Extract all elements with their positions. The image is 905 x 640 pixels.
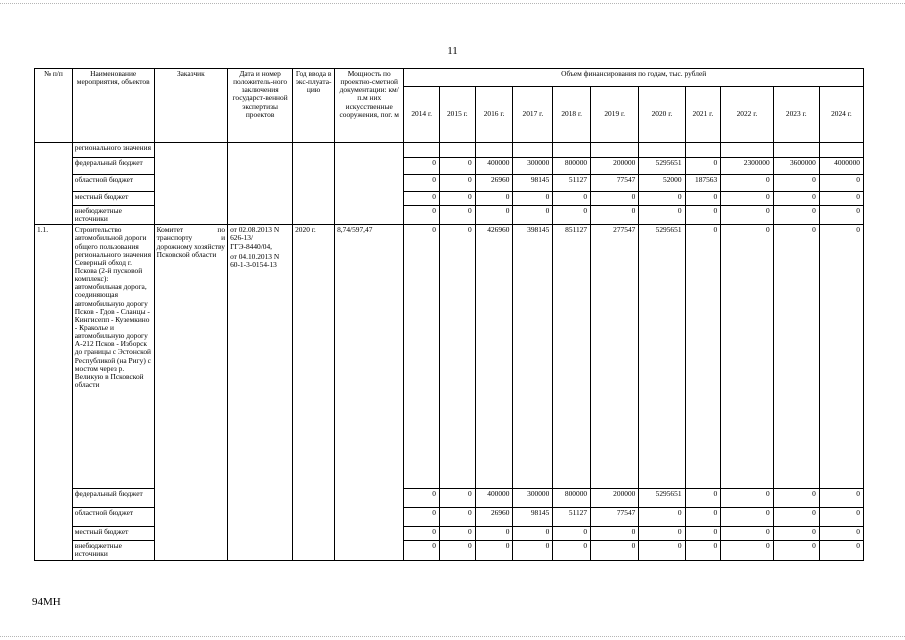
empty-value-cell — [721, 143, 773, 158]
value-cell: 0 — [440, 175, 476, 192]
value-cell: 5295651 — [639, 489, 685, 508]
value-cell: 0 — [440, 508, 476, 527]
scan-edge-top — [0, 3, 905, 4]
value-cell: 0 — [404, 206, 440, 225]
value-cell: 0 — [685, 489, 721, 508]
value-cell: 277547 — [591, 225, 639, 489]
funding-source-label: местный бюджет — [72, 527, 154, 541]
funding-source-label: федеральный бюджет — [72, 158, 154, 175]
value-cell: 3600000 — [773, 158, 819, 175]
value-cell: 5295651 — [639, 225, 685, 489]
value-cell: 0 — [440, 206, 476, 225]
value-cell: 0 — [591, 192, 639, 206]
header-year: 2014 г. — [404, 87, 440, 143]
value-cell: 300000 — [513, 489, 553, 508]
empty-value-cell — [475, 143, 513, 158]
header-customer: Заказчик — [154, 69, 227, 143]
expertise-entry: от 02.08.2013 N 626-13/ГГЭ-8440/04, — [230, 225, 280, 251]
value-cell: 398145 — [513, 225, 553, 489]
funding-source-label: областной бюджет — [72, 508, 154, 527]
value-cell: 51127 — [553, 175, 591, 192]
value-cell: 851127 — [553, 225, 591, 489]
empty-value-cell — [591, 143, 639, 158]
value-cell: 0 — [685, 158, 721, 175]
expertise-entry: от 04.10.2013 N 60-1-3-0154-13 — [230, 251, 280, 269]
value-cell: 0 — [639, 206, 685, 225]
header-year-in: Год ввода в экс-плуата-цию — [293, 69, 335, 143]
value-cell: 0 — [685, 206, 721, 225]
value-cell: 0 — [440, 225, 476, 489]
value-cell: 0 — [639, 508, 685, 527]
empty-value-cell — [819, 143, 863, 158]
value-cell: 0 — [591, 541, 639, 561]
continuation-expertise-cell — [228, 143, 293, 225]
value-cell: 0 — [513, 206, 553, 225]
value-cell: 0 — [440, 192, 476, 206]
header-num: № п/п — [35, 69, 73, 143]
value-cell: 0 — [819, 527, 863, 541]
value-cell: 0 — [404, 541, 440, 561]
value-cell: 0 — [721, 527, 773, 541]
item-name: Строительство автомобильной дороги общего пользования регионального значения Северный обход г. Пскова (2-й пусковой комплекс): автомобильная дорога, соединяющая автомобильную дорогу Псков - Гдов - Сланцы - Кингисепп - Куземкино - Краколье и автомобильную дорогу А-212 Псков - Изборск до границы с Эстонской Республикой (на Ригу) с мостом через р. Великую в Псковской области — [72, 225, 154, 489]
header-year: 2022 г. — [721, 87, 773, 143]
value-cell: 400000 — [475, 489, 513, 508]
value-cell: 0 — [591, 206, 639, 225]
value-cell: 0 — [721, 206, 773, 225]
value-cell: 0 — [404, 508, 440, 527]
value-cell: 800000 — [553, 489, 591, 508]
value-cell: 77547 — [591, 508, 639, 527]
header-year: 2017 г. — [513, 87, 553, 143]
header-capacity: Мощность по проектно-сметной документации: км/п.м них искусственные сооружения, пог. м — [335, 69, 404, 143]
value-cell: 0 — [721, 489, 773, 508]
value-cell: 0 — [404, 158, 440, 175]
customer-word: по — [217, 225, 226, 235]
customer-word: и — [221, 233, 226, 243]
value-cell: 0 — [513, 541, 553, 561]
header-year: 2021 г. — [685, 87, 721, 143]
value-cell: 4000000 — [819, 158, 863, 175]
funding-source-label: внебюджетные источники — [72, 206, 154, 225]
value-cell: 0 — [721, 192, 773, 206]
continuation-name: регионального значения — [72, 143, 154, 158]
value-cell: 77547 — [591, 175, 639, 192]
header-row-top — [35, 69, 864, 87]
value-cell: 0 — [404, 489, 440, 508]
value-cell: 0 — [553, 192, 591, 206]
value-cell: 0 — [721, 175, 773, 192]
header-financing: Объем финансирования по годам, тыс. рублей — [404, 69, 864, 87]
value-cell: 0 — [685, 541, 721, 561]
item-year-in: 2020 г. — [293, 225, 335, 561]
value-cell: 0 — [475, 541, 513, 561]
value-cell: 0 — [721, 541, 773, 561]
value-cell: 0 — [721, 225, 773, 489]
continuation-year-cell — [293, 143, 335, 225]
value-cell: 400000 — [475, 158, 513, 175]
item-expertise — [228, 225, 293, 561]
value-cell: 2300000 — [721, 158, 773, 175]
value-cell: 0 — [685, 508, 721, 527]
value-cell: 0 — [440, 527, 476, 541]
value-cell: 0 — [475, 192, 513, 206]
footer-code: 94MH — [32, 596, 61, 608]
value-cell: 300000 — [513, 158, 553, 175]
customer-word: транспорту — [156, 233, 193, 243]
value-cell: 0 — [773, 527, 819, 541]
item-customer — [154, 225, 227, 561]
empty-value-cell — [404, 143, 440, 158]
value-cell: 52000 — [639, 175, 685, 192]
empty-value-cell — [553, 143, 591, 158]
header-year: 2019 г. — [591, 87, 639, 143]
value-cell: 426960 — [475, 225, 513, 489]
empty-value-cell — [513, 143, 553, 158]
value-cell: 0 — [685, 225, 721, 489]
funding-source-label: внебюджетные источники — [72, 541, 154, 561]
header-year: 2024 г. — [819, 87, 863, 143]
header-year: 2016 г. — [475, 87, 513, 143]
value-cell: 0 — [819, 192, 863, 206]
value-cell: 51127 — [553, 508, 591, 527]
value-cell: 0 — [440, 541, 476, 561]
value-cell: 0 — [819, 206, 863, 225]
value-cell: 200000 — [591, 489, 639, 508]
value-cell: 0 — [773, 489, 819, 508]
value-cell: 0 — [773, 508, 819, 527]
value-cell: 200000 — [591, 158, 639, 175]
value-cell: 0 — [819, 541, 863, 561]
value-cell: 0 — [553, 541, 591, 561]
value-cell: 0 — [773, 192, 819, 206]
value-cell: 0 — [440, 489, 476, 508]
empty-value-cell — [440, 143, 476, 158]
value-cell: 0 — [685, 192, 721, 206]
value-cell: 0 — [404, 175, 440, 192]
customer-word: Комитет — [156, 225, 184, 235]
value-cell: 98145 — [513, 508, 553, 527]
value-cell: 0 — [819, 175, 863, 192]
value-cell: 0 — [773, 175, 819, 192]
value-cell: 0 — [591, 527, 639, 541]
empty-value-cell — [685, 143, 721, 158]
value-cell: 0 — [773, 541, 819, 561]
header-year: 2015 г. — [440, 87, 476, 143]
value-cell: 0 — [639, 192, 685, 206]
header-name: Наименование мероприятия, объектов — [72, 69, 154, 143]
financing-table — [34, 68, 864, 561]
header-year: 2020 г. — [639, 87, 685, 143]
value-cell: 0 — [513, 527, 553, 541]
value-cell: 26960 — [475, 508, 513, 527]
value-cell: 0 — [404, 225, 440, 489]
value-cell: 0 — [773, 225, 819, 489]
header-expertise: Дата и номер положитель-ного заключения государст-венной экспертизы проектов — [228, 69, 293, 143]
continuation-capacity-cell — [335, 143, 404, 225]
value-cell: 0 — [404, 527, 440, 541]
empty-value-cell — [773, 143, 819, 158]
value-cell: 0 — [819, 489, 863, 508]
continuation-num-cell — [35, 143, 73, 225]
value-cell: 26960 — [475, 175, 513, 192]
value-cell: 187563 — [685, 175, 721, 192]
value-cell: 0 — [639, 541, 685, 561]
value-cell: 0 — [819, 508, 863, 527]
value-cell: 0 — [721, 508, 773, 527]
header-year: 2018 г. — [553, 87, 591, 143]
value-cell: 800000 — [553, 158, 591, 175]
item-row — [35, 225, 864, 489]
value-cell: 0 — [440, 158, 476, 175]
item-num: 1.1. — [35, 225, 73, 561]
funding-source-label: федеральный бюджет — [72, 489, 154, 508]
value-cell: 0 — [475, 527, 513, 541]
page-number: 11 — [447, 45, 458, 57]
value-cell: 0 — [475, 206, 513, 225]
empty-value-cell — [639, 143, 685, 158]
continuation-customer-cell — [154, 143, 227, 225]
funding-source-label: областной бюджет — [72, 175, 154, 192]
header-year: 2023 г. — [773, 87, 819, 143]
value-cell: 0 — [639, 527, 685, 541]
value-cell: 0 — [404, 192, 440, 206]
value-cell: 98145 — [513, 175, 553, 192]
value-cell: 0 — [513, 192, 553, 206]
value-cell: 0 — [819, 225, 863, 489]
value-cell: 0 — [553, 527, 591, 541]
value-cell: 0 — [773, 206, 819, 225]
scan-edge-bottom — [0, 636, 905, 637]
value-cell: 0 — [553, 206, 591, 225]
customer-rest: дорожному хозяйству Псковской области — [156, 241, 225, 259]
funding-source-label: местный бюджет — [72, 192, 154, 206]
item-capacity: 8,74/597,47 — [335, 225, 404, 561]
value-cell: 5295651 — [639, 158, 685, 175]
value-cell: 0 — [685, 527, 721, 541]
section-continuation-row — [35, 143, 864, 158]
